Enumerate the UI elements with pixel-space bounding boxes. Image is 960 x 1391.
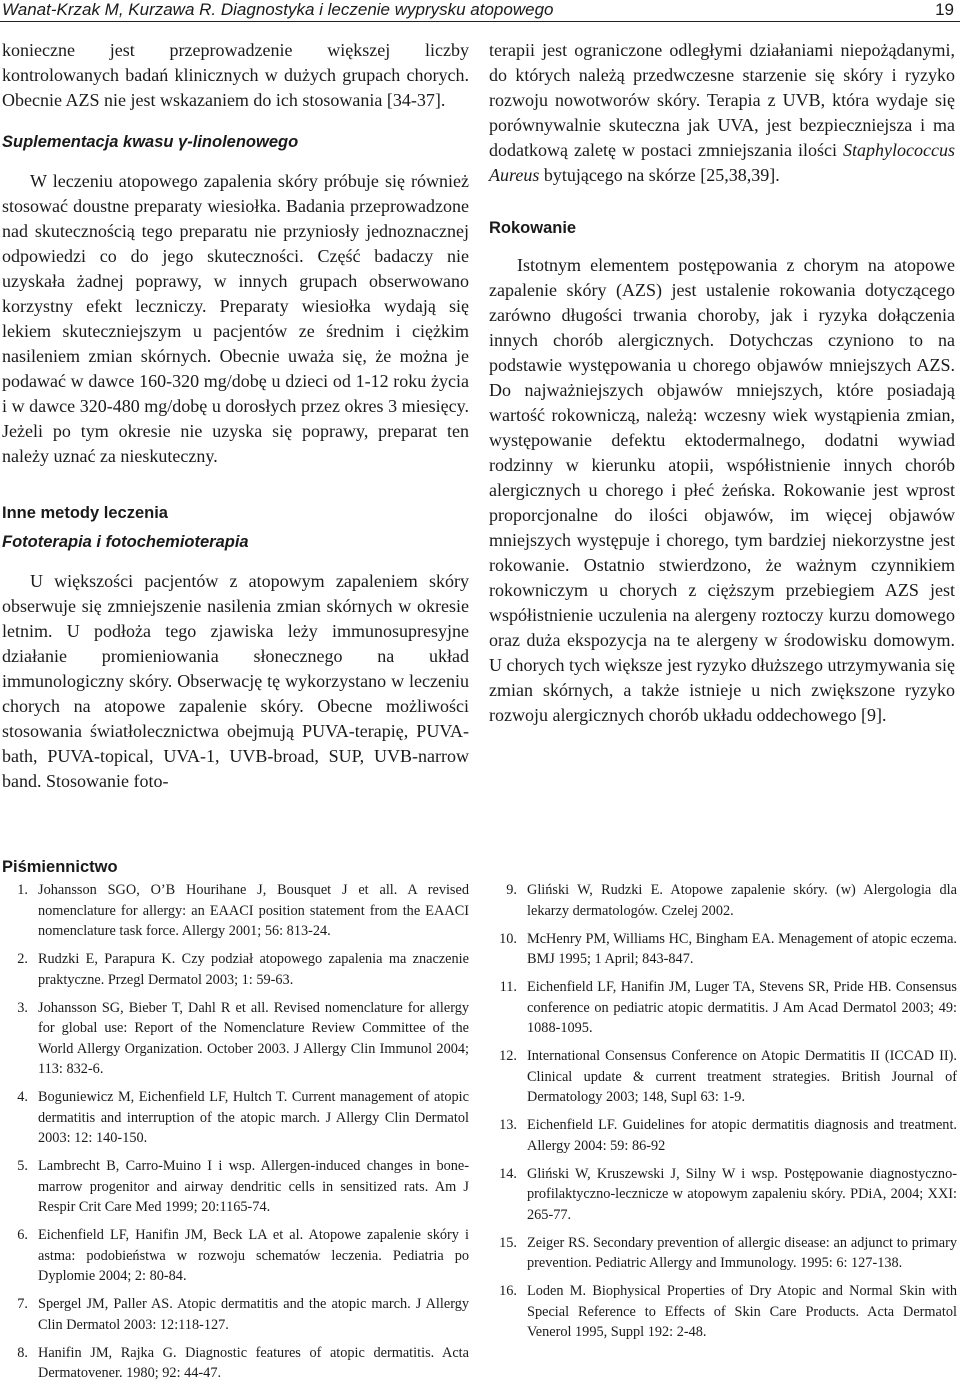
reference-number: 3. <box>17 999 28 1016</box>
reference-number: 9. <box>506 882 517 898</box>
section-title-prognosis: Rokowanie <box>489 219 577 237</box>
subsection-title-gla: Suplementacja kwasu γ-linolenowego <box>2 133 299 151</box>
reference-number: 10. <box>499 930 517 947</box>
reference-item <box>2 1343 469 1384</box>
header-rule <box>0 21 960 22</box>
reference-number: 8. <box>17 1344 28 1361</box>
reference-item <box>2 880 469 942</box>
reference-number: 12. <box>499 1048 517 1064</box>
running-title: Wanat-Krzak M, Kurzawa R. Diagnostyka i leczenie wyprysku atopowego <box>2 0 554 19</box>
page-number: 19 <box>935 0 954 19</box>
reference-text: International Consensus Conference on Atopic Dermatitis II (ICCAD II). Clinical update & current treatment strategies. British Journal of Dermatology 2003; 148, Supl 63: 1-9. <box>527 1048 957 1105</box>
reference-text: Lambrecht B, Carro-Muino I i wsp. Allergen-induced changes in bone-marrow progenitor and airway dendritic cells in sensitized rats. Am J Respir Crit Care Med 1999; 20:1165-74. <box>38 1158 469 1215</box>
reference-number: 15. <box>499 1234 517 1251</box>
reference-number: 4. <box>17 1089 28 1105</box>
running-header <box>0 0 960 22</box>
reference-item <box>2 1294 469 1335</box>
reference-item <box>2 998 469 1080</box>
paragraph-prognosis: Istotnym elementem postępowania z chorym na atopowe zapalenie skóry (AZS) jest ustalenie rokowania dotyczącego zarówno długości trwania choroby, jak i ryzyka dołączenia innych chorób alergicznych. Dotychczas czyniono to na podstawie występowania u chorego objawów mniejszych AZS. Do najważniejszych objawów mniejszych, które posiadają wartość rokowniczą, należą: wczesny wiek wystąpienia zmian, występowanie defektu ektodermalnego, dodatni wywiad rodzinny w kierunku atopii, współistnienie innych chorób alergicznych u chorego i płeć żeńska. Rokowanie jest wprost proporcjonalne do ilości objawów, im więcej objawów mniejszych występuje i chorego, tym bardziej niekorzystne jest rokowanie. Ostatnio stwierdzono, że ważnym czynnikiem rokowniczym u chorych z cięższym przebiegiem AZS jest współistnienie uczulenia na alergeny roztoczy kurzu domowego oraz duża ekspozycja na te alergeny w środowisku domowym. U chorych tych większe jest ryzyko dłuższego utrzymywania się zmian skórnych, a także istnieje u nich zwiększone ryzyko rozwoju alergicznych chorób układu oddechowego [9]. <box>489 255 955 725</box>
reference-text: Eichenfield LF, Hanifin JM, Luger TA, Stevens SR, Pride HB. Consensus conference on pediatric atopic dermatitis. J Am Acad Dermatol 2003; 49: 1088-1095. <box>527 979 957 1036</box>
paragraph-phototherapy-continued <box>489 38 955 188</box>
reference-text: McHenry PM, Williams HC, Bingham EA. Menagement of atopic eczema. BMJ 1995; 1 April; 843-847. <box>527 930 957 967</box>
reference-item <box>489 929 957 970</box>
paragraph-continued: konieczne jest przeprowadzenie większej liczby kontrolowanych badań klinicznych w dużych grupach chorych. Obecnie AZS nie jest wskazaniem do ich stosowania [34-37]. <box>2 40 469 110</box>
reference-number: 5. <box>17 1158 28 1174</box>
reference-number: 14. <box>499 1165 517 1182</box>
references-left-column <box>2 880 469 1391</box>
phototherapy-text-2: bytującego na skórze [25,38,39]. <box>539 165 780 185</box>
right-column <box>489 38 955 728</box>
reference-text: Rudzki E, Parapura K. Czy podział atopowego zapalenia ma znaczenie praktyczne. Przegl Dermatol 2003; 1: 59-63. <box>38 951 469 988</box>
reference-item <box>489 1233 957 1274</box>
reference-text: Boguniewicz M, Eichenfield LF, Hultch T. Current management of atopic dermatitis and interruption of the atopic march. J Allergy Clin Dermatol 2003: 12: 140-150. <box>38 1089 469 1146</box>
paragraph-phototherapy: U większości pacjentów z atopowym zapaleniem skóry obserwuje się zmniejszenie nasilenia zmian skórnych w okresie letnim. U podłoża tego zjawiska leży immunosupresyjne działanie promieniowania słonecznego na układ immunologiczny skóry. Obserwację tę wykorzystano w leczeniu chorych na atopowe zapalenie skóry. Obecne możliwości stosowania światłolecznictwa obejmują PUVA-terapię, PUVA-bath, PUVA-topical, UVA-1, UVB-broad, SUP, UVB-narrow band. Stosowanie foto- <box>2 571 469 791</box>
reference-number: 6. <box>17 1227 28 1243</box>
reference-number: 16. <box>499 1283 517 1299</box>
reference-text: Spergel JM, Paller AS. Atopic dermatitis and the atopic march. J Allergy Clin Dermatol 2003: 12:118-127. <box>38 1296 469 1333</box>
phototherapy-text-1: terapii jest ograniczone odległymi działaniami niepożądanymi, do których należą przedwczesne starzenie się skóry i ryzyko rozwoju nowotworów skóry. Terapia z UVB, która wydaje się porównywalnie skuteczna jak UVA, jest bezpieczniejsza i ma dodatkową zaletę w postaci zmniejszania ilości <box>489 40 955 160</box>
reference-text: Eichenfield LF. Guidelines for atopic dermatitis diagnosis and treatment. Allergy 2004: 59: 86-92 <box>527 1117 957 1154</box>
subsection-title-phototherapy: Fototerapia i fotochemioterapia <box>2 533 249 551</box>
species-name: Staphylococcus Aureus <box>489 140 955 185</box>
reference-item <box>489 977 957 1039</box>
references-right-column <box>489 880 957 1350</box>
reference-text: Zeiger RS. Secondary prevention of allergic disease: an adjunct to primary prevention. Pediatric Allergy and Immunology. 1995: 6: 127-138. <box>527 1234 957 1271</box>
reference-item <box>489 1281 957 1343</box>
reference-text: Loden M. Biophysical Properties of Dry Atopic and Normal Skin with Special Reference to Effects of Skin Care Products. Acta Dermatol Venerol 1995, Suppl 192: 2-48. <box>527 1283 957 1340</box>
reference-number: 7. <box>17 1296 28 1312</box>
reference-item <box>2 1087 469 1149</box>
reference-text: Eichenfield LF, Hanifin JM, Beck LA et al. Atopowe zapalenie skóry i astma: podobieństwa w rozwoju schematów leczenia. Pediatria po Dyplomie 2004; 2: 80-84. <box>38 1227 469 1284</box>
reference-number: 2. <box>17 951 28 967</box>
reference-text: Johansson SG, Bieber T, Dahl R et all. Revised nomenclature for allergy for global use: Report of the Nomenclature Review Committee of the World Allergy Organization. October 2003. J Allergy Clin Immunol 2004; 113: 832-6. <box>38 999 469 1077</box>
paragraph-gla: W leczeniu atopowego zapalenia skóry próbuje się również stosować doustne preparaty wiesiołka. Badania przeprowadzone nad skutecznością tego preparatu nie przyniosły jednoznacznej odpowiedzi co do jego skuteczności. Część badaczy nie uzyskała żadnej poprawy, w innych grupach obserwowano korzystny efekt leczniczy. Preparaty wiesiołka wydają się lekiem skuteczniejszym u pacjentów ze średnim i ciężkim nasileniem zmian skórnych. Obecnie uważa się, że można je podawać w dawce 160-320 mg/dobę u dzieci od 1-12 roku życia i w dawce 320-480 mg/dobę u dorosłych przez okres 3 miesięcy. Jeżeli po tym okresie nie uzyska się poprawy, preparat ten należy uznać za nieskuteczny. <box>2 171 469 466</box>
reference-item <box>2 1156 469 1218</box>
reference-text: Gliński W, Rudzki E. Atopowe zapalenie skóry. (w) Alergologia dla lekarzy dermatologów. Czelej 2002. <box>527 882 957 919</box>
reference-item <box>2 949 469 990</box>
reference-text: Johansson SGO, O’B Hourihane J, Bousquet J et all. A revised nomenclature for allergy: an EAACI position statement from the EAACI nomenclature task force. Allergy 2001; 56: 813-24. <box>38 882 469 939</box>
left-column <box>2 38 469 794</box>
references-title: Piśmiennictwo <box>2 858 118 876</box>
reference-item <box>489 880 957 921</box>
reference-item <box>489 1046 957 1108</box>
reference-number: 13. <box>499 1117 517 1133</box>
reference-item <box>2 1225 469 1287</box>
reference-number: 1. <box>17 882 28 898</box>
reference-text: Hanifin JM, Rajka G. Diagnostic features of atopic dermatitis. Acta Dermatovener. 1980; 92: 44-47. <box>38 1344 469 1381</box>
reference-text: Gliński W, Kruszewski J, Silny W i wsp. Postępowanie diagnostyczno-profilaktyczno-lecznicze w atopowym zapaleniu skóry. PDiA, 2004; XXI: 265-77. <box>527 1165 957 1223</box>
reference-item <box>489 1115 957 1156</box>
reference-number: 11. <box>499 979 517 995</box>
section-title-other-methods: Inne metody leczenia <box>2 504 168 522</box>
reference-item <box>489 1164 957 1226</box>
